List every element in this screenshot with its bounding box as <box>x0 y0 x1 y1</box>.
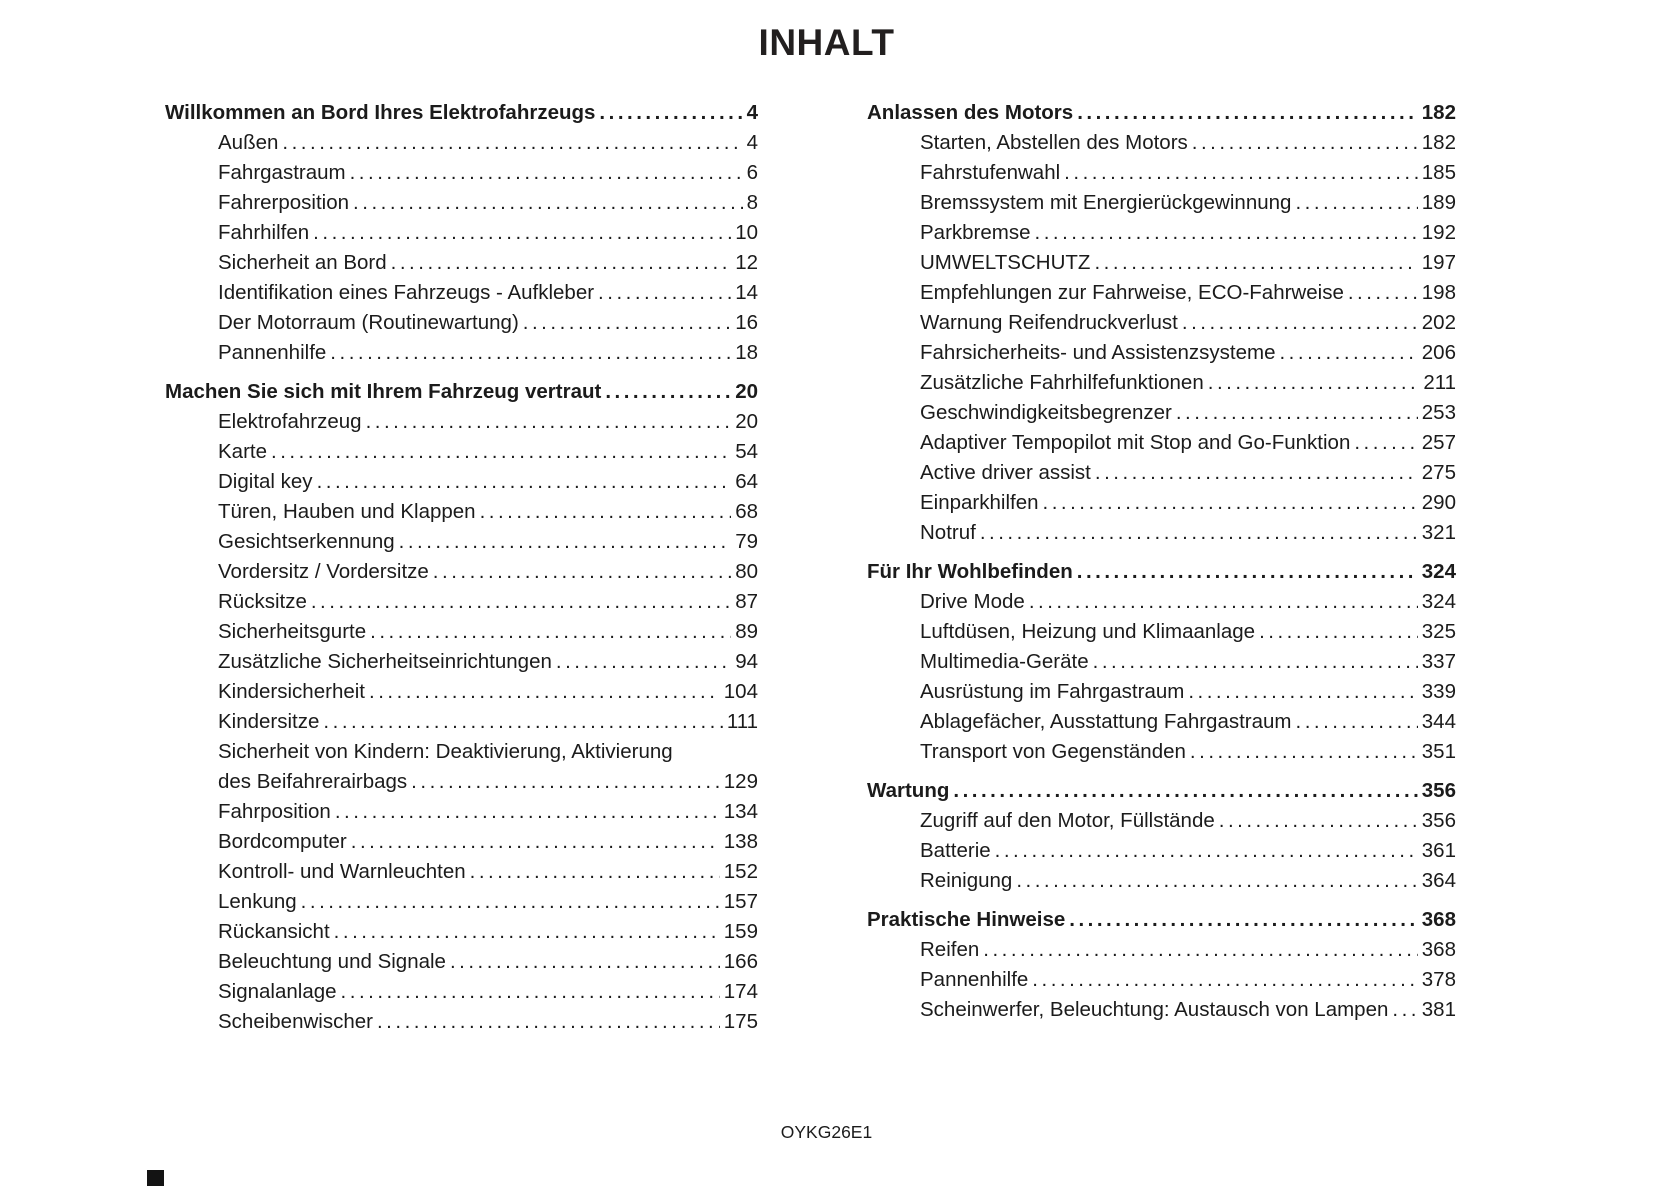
toc-entry <box>165 917 758 947</box>
toc-entry-page: 175 <box>723 1010 758 1033</box>
dot-leader <box>341 977 720 1007</box>
toc-section-header-label: Praktische Hinweise <box>867 908 1066 931</box>
toc-entry-page: 361 <box>1421 839 1456 862</box>
dot-leader <box>523 308 731 338</box>
toc-entry <box>165 158 758 188</box>
toc-entry-page: 159 <box>723 920 758 943</box>
toc-entry <box>165 248 758 278</box>
toc-entry <box>165 188 758 218</box>
dot-leader <box>953 776 1417 806</box>
toc-entry <box>165 1007 758 1037</box>
dot-leader <box>598 278 731 308</box>
toc-entry-page: 290 <box>1421 491 1456 514</box>
toc-entry-page: 174 <box>723 980 758 1003</box>
toc-entry <box>867 398 1456 428</box>
toc-page <box>0 22 1653 1142</box>
toc-entry <box>165 617 758 647</box>
toc-entry <box>867 965 1456 995</box>
toc-entry-label: Transport von Gegenständen <box>920 740 1186 763</box>
toc-section-header-page: 20 <box>735 380 758 403</box>
toc-entry-page: 80 <box>735 560 758 583</box>
toc-entry <box>867 248 1456 278</box>
toc-entry-label: Notruf <box>920 521 976 544</box>
dot-leader <box>334 917 720 947</box>
toc-entry-label: Fahrerposition <box>218 191 350 214</box>
toc-entry-label: Rückansicht <box>218 920 330 943</box>
toc-entry-page: 10 <box>735 221 758 244</box>
dot-leader <box>1035 218 1418 248</box>
toc-entry-label: Batterie <box>920 839 991 862</box>
toc-entry-label: Kontroll- und Warnleuchten <box>218 860 466 883</box>
toc-entry-page: 54 <box>735 440 758 463</box>
toc-entry-label: des Beifahrerairbags <box>218 770 408 793</box>
dot-leader <box>1016 866 1417 896</box>
dot-leader <box>1259 617 1418 647</box>
toc-entry <box>165 677 758 707</box>
page-corner-mark <box>147 1170 164 1186</box>
toc-entry-page: 79 <box>735 530 758 553</box>
toc-section-header-label: Willkommen an Bord Ihres Elektrofahrzeugs <box>165 101 596 124</box>
toc-entry-label: Reifen <box>920 938 980 961</box>
dot-leader <box>1077 557 1418 587</box>
dot-leader <box>480 497 732 527</box>
toc-entry-label: Einparkhilfen <box>920 491 1039 514</box>
toc-entry-label: Starten, Abstellen des Motors <box>920 131 1188 154</box>
toc-entry <box>165 977 758 1007</box>
toc-entry <box>165 587 758 617</box>
toc-entry <box>165 308 758 338</box>
toc-entry-label: Bremssystem mit Energierückgewinnung <box>920 191 1292 214</box>
toc-entry <box>867 518 1456 548</box>
toc-entry-label: Gesichtserkennung <box>218 530 395 553</box>
toc-entry-label: Außen <box>218 131 279 154</box>
toc-entry <box>867 458 1456 488</box>
dot-leader <box>271 437 731 467</box>
toc-entry-label: Fahrposition <box>218 800 331 823</box>
dot-leader <box>1182 308 1418 338</box>
toc-entry <box>165 437 758 467</box>
toc-entry-label: Ausrüstung im Fahrgastraum <box>920 680 1185 703</box>
toc-entry-label: Drive Mode <box>920 590 1025 613</box>
dot-leader <box>1348 278 1418 308</box>
toc-entry <box>867 995 1456 1025</box>
toc-entry-label: Adaptiver Tempopilot mit Stop and Go-Funktion <box>920 431 1351 454</box>
toc-entry-label: Geschwindigkeitsbegrenzer <box>920 401 1172 424</box>
toc-entry <box>867 188 1456 218</box>
toc-entry-label: Digital key <box>218 470 313 493</box>
toc-entry-label: Beleuchtung und Signale <box>218 950 446 973</box>
toc-entry-page: 324 <box>1421 590 1456 613</box>
toc-entry <box>165 278 758 308</box>
toc-entry-page: 211 <box>1423 371 1456 394</box>
toc-entry <box>867 836 1456 866</box>
toc-entry-page: 351 <box>1421 740 1456 763</box>
dot-leader <box>377 1007 720 1037</box>
toc-entry-page: 275 <box>1421 461 1456 484</box>
toc-entry-page: 8 <box>746 191 758 214</box>
toc-entry <box>867 428 1456 458</box>
toc-entry-page: 192 <box>1421 221 1456 244</box>
toc-entry-page: 325 <box>1421 620 1456 643</box>
toc-entry-label: Kindersitze <box>218 710 320 733</box>
toc-entry-label: Lenkung <box>218 890 297 913</box>
toc-entry-page: 378 <box>1421 968 1456 991</box>
dot-leader <box>1354 428 1417 458</box>
toc-entry-page: 356 <box>1421 809 1456 832</box>
dot-leader <box>1043 488 1418 518</box>
toc-entry-page: 339 <box>1421 680 1456 703</box>
toc-entry <box>867 278 1456 308</box>
toc-entry <box>165 947 758 977</box>
toc-entry <box>165 467 758 497</box>
toc-entry-label: Türen, Hauben und Klappen <box>218 500 476 523</box>
toc-entry <box>165 707 758 737</box>
toc-entry-page: 321 <box>1421 521 1456 544</box>
toc-entry <box>165 218 758 248</box>
page-title: INHALT <box>758 22 895 63</box>
toc-entry <box>165 527 758 557</box>
toc-column-right <box>867 98 1456 1037</box>
toc-entry-page: 344 <box>1421 710 1456 733</box>
toc-entry-page: 89 <box>735 620 758 643</box>
toc-entry-label: Kindersicherheit <box>218 680 365 703</box>
toc-entry <box>165 407 758 437</box>
toc-entry-label: Parkbremse <box>920 221 1031 244</box>
toc-entry <box>867 806 1456 836</box>
dot-leader <box>391 248 732 278</box>
toc-entry <box>867 368 1456 398</box>
toc-entry-page: 6 <box>746 161 758 184</box>
toc-entry-label: Signalanlage <box>218 980 337 1003</box>
dot-leader <box>1208 368 1420 398</box>
toc-columns <box>165 98 1653 1037</box>
toc-entry <box>867 308 1456 338</box>
toc-entry-page: 94 <box>735 650 758 673</box>
toc-entry-label: Der Motorraum (Routinewartung) <box>218 311 519 334</box>
toc-entry <box>165 827 758 857</box>
toc-entry-label: Karte <box>218 440 267 463</box>
toc-entry-page: 197 <box>1421 251 1456 274</box>
dot-leader <box>366 407 732 437</box>
toc-entry-page: 189 <box>1421 191 1456 214</box>
dot-leader <box>1032 965 1417 995</box>
toc-entry-page: 4 <box>746 131 758 154</box>
toc-entry-page: 185 <box>1421 161 1456 184</box>
dot-leader <box>1093 647 1418 677</box>
toc-entry <box>867 707 1456 737</box>
toc-entry-label: Bordcomputer <box>218 830 347 853</box>
toc-entry-label: Fahrstufenwahl <box>920 161 1061 184</box>
toc-entry-page: 257 <box>1421 431 1456 454</box>
dot-leader <box>301 887 720 917</box>
toc-section-header <box>867 905 1456 935</box>
toc-entry <box>867 587 1456 617</box>
toc-section-header-page: 356 <box>1421 779 1456 802</box>
dot-leader <box>1077 98 1418 128</box>
toc-entry <box>867 158 1456 188</box>
toc-entry-page: 253 <box>1421 401 1456 424</box>
dot-leader <box>370 617 731 647</box>
toc-section-header-label: Anlassen des Motors <box>867 101 1074 124</box>
dot-leader <box>605 377 731 407</box>
toc-entry <box>165 128 758 158</box>
dot-leader <box>335 797 720 827</box>
toc-column-left <box>165 98 758 1037</box>
dot-leader <box>1176 398 1418 428</box>
dot-leader <box>282 128 742 158</box>
dot-leader <box>1295 188 1417 218</box>
dot-leader <box>353 188 743 218</box>
toc-section-header-label: Für Ihr Wohlbefinden <box>867 560 1073 583</box>
toc-entry-label: Empfehlungen zur Fahrweise, ECO-Fahrweise <box>920 281 1344 304</box>
toc-entry <box>867 338 1456 368</box>
toc-entry <box>165 887 758 917</box>
toc-entry-label: Sicherheitsgurte <box>218 620 367 643</box>
toc-entry <box>867 677 1456 707</box>
toc-entry-page: 111 <box>726 710 758 733</box>
dot-leader <box>556 647 731 677</box>
toc-entry-label: Zusätzliche Fahrhilfefunktionen <box>920 371 1204 394</box>
toc-entry-label: Elektrofahrzeug <box>218 410 362 433</box>
toc-entry-page: 64 <box>735 470 758 493</box>
toc-entry-page: 20 <box>735 410 758 433</box>
toc-entry <box>867 647 1456 677</box>
dot-leader <box>351 827 720 857</box>
toc-entry-page: 129 <box>723 770 758 793</box>
toc-entry-label: Warnung Reifendruckverlust <box>920 311 1178 334</box>
toc-entry-label: Sicherheit an Bord <box>218 251 387 274</box>
dot-leader <box>411 767 720 797</box>
toc-section-header <box>165 377 758 407</box>
toc-entry <box>165 767 758 797</box>
toc-entry-page: 166 <box>723 950 758 973</box>
dot-leader <box>399 527 732 557</box>
toc-section-header <box>867 557 1456 587</box>
toc-entry-page: 12 <box>735 251 758 274</box>
toc-entry-label: Scheibenwischer <box>218 1010 373 1033</box>
toc-section-header-page: 324 <box>1421 560 1456 583</box>
toc-entry-page: 198 <box>1421 281 1456 304</box>
toc-entry-page: 68 <box>735 500 758 523</box>
dot-leader <box>1296 707 1418 737</box>
toc-entry-page: 104 <box>723 680 758 703</box>
toc-entry <box>867 737 1456 767</box>
toc-entry-label: Pannenhilfe <box>218 341 327 364</box>
toc-entry-page: 157 <box>723 890 758 913</box>
toc-entry-page: 202 <box>1421 311 1456 334</box>
toc-entry-page: 182 <box>1421 131 1456 154</box>
toc-entry-label: Pannenhilfe <box>920 968 1029 991</box>
dot-leader <box>995 836 1418 866</box>
toc-entry <box>867 128 1456 158</box>
dot-leader <box>983 935 1418 965</box>
toc-entry-page: 368 <box>1421 938 1456 961</box>
dot-leader <box>1095 458 1418 488</box>
toc-entry-label: Zugriff auf den Motor, Füllstände <box>920 809 1215 832</box>
toc-entry-label: Luftdüsen, Heizung und Klimaanlage <box>920 620 1256 643</box>
toc-entry <box>867 218 1456 248</box>
toc-entry <box>867 935 1456 965</box>
dot-leader <box>317 467 732 497</box>
toc-entry <box>165 647 758 677</box>
toc-entry-page: 364 <box>1421 869 1456 892</box>
dot-leader <box>1219 806 1418 836</box>
dot-leader <box>1192 128 1418 158</box>
dot-leader <box>369 677 720 707</box>
dot-leader <box>1392 995 1417 1025</box>
toc-entry-page: 337 <box>1421 650 1456 673</box>
dot-leader <box>980 518 1418 548</box>
dot-leader <box>330 338 731 368</box>
dot-leader <box>350 158 743 188</box>
toc-section-header-page: 368 <box>1421 908 1456 931</box>
toc-entry-page: 14 <box>735 281 758 304</box>
toc-entry-wrap-line <box>165 737 758 767</box>
toc-section-header <box>867 776 1456 806</box>
toc-entry <box>867 866 1456 896</box>
toc-entry-label: Scheinwerfer, Beleuchtung: Austausch von Lampen <box>920 998 1389 1021</box>
toc-entry-label: Reinigung <box>920 869 1013 892</box>
dot-leader <box>1188 677 1417 707</box>
toc-entry-page: 18 <box>735 341 758 364</box>
toc-entry-page: 134 <box>723 800 758 823</box>
toc-entry-label: Fahrhilfen <box>218 221 310 244</box>
toc-entry-label: Rücksitze <box>218 590 307 613</box>
toc-section-header <box>165 98 758 128</box>
dot-leader <box>1279 338 1417 368</box>
toc-entry <box>165 497 758 527</box>
toc-section-header-page: 4 <box>746 101 758 124</box>
toc-entry <box>867 488 1456 518</box>
toc-section-header-label: Machen Sie sich mit Ihrem Fahrzeug vertraut <box>165 380 602 403</box>
toc-entry-page: 138 <box>723 830 758 853</box>
toc-entry-label: UMWELTSCHUTZ <box>920 251 1091 274</box>
dot-leader <box>1069 905 1418 935</box>
toc-entry <box>867 617 1456 647</box>
dot-leader <box>599 98 742 128</box>
toc-entry-label: Active driver assist <box>920 461 1091 484</box>
toc-section-header-page: 182 <box>1421 101 1456 124</box>
toc-entry-page: 206 <box>1421 341 1456 364</box>
toc-entry <box>165 797 758 827</box>
dot-leader <box>470 857 720 887</box>
toc-entry <box>165 857 758 887</box>
toc-entry-label: Identifikation eines Fahrzeugs - Aufkleber <box>218 281 595 304</box>
toc-entry-label: Vordersitz / Vordersitze <box>218 560 429 583</box>
toc-entry-page: 16 <box>735 311 758 334</box>
toc-entry-page: 152 <box>723 860 758 883</box>
dot-leader <box>1029 587 1418 617</box>
toc-entry-wrap-line-label: Sicherheit von Kindern: Deaktivierung, Aktivierung <box>218 740 673 763</box>
toc-entry-label: Ablagefächer, Ausstattung Fahrgastraum <box>920 710 1292 733</box>
toc-entry-label: Fahrsicherheits- und Assistenzsysteme <box>920 341 1276 364</box>
toc-section-header-label: Wartung <box>867 779 950 802</box>
toc-entry-page: 381 <box>1421 998 1456 1021</box>
dot-leader <box>1190 737 1418 767</box>
toc-entry <box>165 557 758 587</box>
toc-entry-page: 87 <box>735 590 758 613</box>
document-reference-code: OYKG26E1 <box>780 1122 873 1142</box>
toc-entry <box>165 338 758 368</box>
dot-leader <box>313 218 731 248</box>
toc-entry-label: Multimedia-Geräte <box>920 650 1089 673</box>
dot-leader <box>323 707 722 737</box>
toc-entry-label: Zusätzliche Sicherheitseinrichtungen <box>218 650 552 673</box>
dot-leader <box>450 947 720 977</box>
dot-leader <box>1094 248 1417 278</box>
dot-leader <box>433 557 731 587</box>
toc-section-header <box>867 98 1456 128</box>
dot-leader <box>311 587 731 617</box>
dot-leader <box>1064 158 1418 188</box>
toc-entry-label: Fahrgastraum <box>218 161 346 184</box>
